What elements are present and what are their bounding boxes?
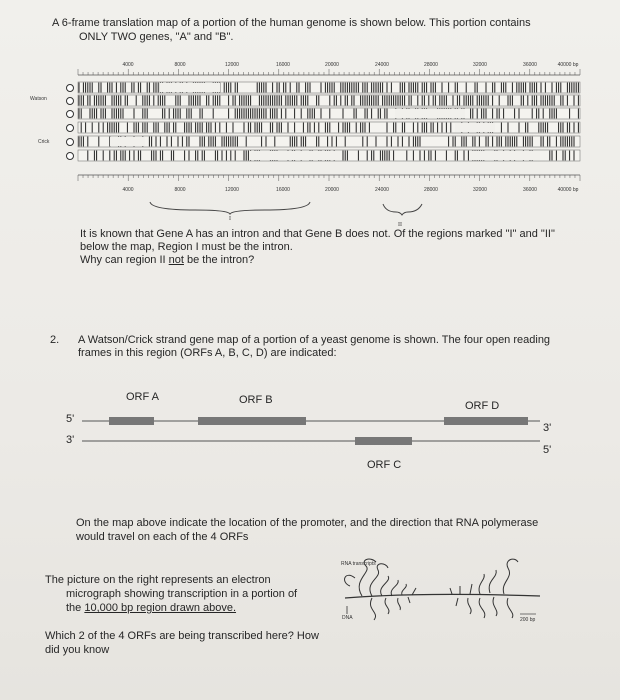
bottom-tick-label: 4000 bbox=[122, 187, 134, 193]
top-5prime-label: 5' bbox=[66, 413, 75, 425]
em-line2: micrograph showing transcription in a portion of bbox=[66, 588, 298, 600]
region-I-label: I bbox=[229, 216, 231, 222]
q1-intro-line1: A 6-frame translation map of a portion of the human genome is shown below. This portion contains bbox=[52, 17, 531, 29]
orf-c-label: ORF C bbox=[367, 459, 402, 471]
bottom-tick-label: 32000 bbox=[473, 187, 487, 193]
top-tick-label: 12000 bbox=[225, 62, 239, 68]
watson-label: Watson bbox=[30, 96, 47, 102]
q2-line1: A Watson/Crick strand gene map of a portion of a yeast genome is shown. The four open reading bbox=[78, 334, 551, 346]
q1-text-line1: It is known that Gene A has an intron and that Gene B does not. Of the regions marked "I" and "II" bbox=[80, 228, 555, 240]
rna-transcripts-label: RNA transcripts bbox=[341, 561, 376, 567]
em-line1: The picture on the right represents an electron bbox=[45, 574, 271, 586]
em-line3 bbox=[66, 602, 236, 615]
top-axis bbox=[78, 62, 580, 75]
q1-text-line3 bbox=[80, 254, 254, 267]
top-tick-label: 36000 bbox=[523, 62, 537, 68]
region-I-brace bbox=[150, 202, 310, 214]
rna-transcript bbox=[391, 580, 398, 596]
bottom-3prime-label: 3' bbox=[66, 434, 75, 446]
bottom-tick-label: 36000 bbox=[523, 187, 537, 193]
q1-text-line3-not: not bbox=[168, 254, 184, 266]
rna-transcript bbox=[503, 559, 518, 618]
bottom-tick-label: 8000 bbox=[174, 187, 186, 193]
open-frame bbox=[455, 123, 495, 132]
rna-transcript bbox=[408, 597, 410, 603]
open-frame bbox=[110, 137, 145, 146]
rna-transcript bbox=[398, 598, 401, 610]
orf-c-box bbox=[355, 437, 412, 445]
region-II-brace bbox=[383, 204, 422, 215]
rna-transcript bbox=[456, 597, 497, 618]
top-tick-label: 16000 bbox=[276, 62, 290, 68]
dna-strand bbox=[345, 594, 540, 598]
open-frame bbox=[250, 151, 340, 160]
rna-transcript bbox=[345, 575, 355, 586]
top-tick-label: 40000 bp bbox=[557, 62, 579, 68]
frame-rows bbox=[78, 82, 580, 161]
q1-text-line3-post: be the intron? bbox=[183, 254, 255, 266]
open-frame bbox=[470, 151, 540, 160]
frame-markers bbox=[67, 85, 74, 160]
scale-label: 200 bp bbox=[520, 617, 536, 623]
q1-text-line2: below the map, Region I must be the intron. bbox=[80, 241, 293, 253]
bottom-axis bbox=[78, 175, 580, 193]
rna-transcript bbox=[370, 598, 375, 620]
instruction-line2: would travel on each of the 4 ORFs bbox=[76, 531, 249, 543]
bottom-tick-label: 40000 bp bbox=[557, 187, 579, 193]
orf-a-label: ORF A bbox=[126, 391, 160, 403]
rna-transcript bbox=[385, 598, 389, 614]
orf-b-label: ORF B bbox=[239, 394, 273, 406]
bottom-tick-label: 24000 bbox=[375, 187, 389, 193]
rna-transcript bbox=[359, 559, 376, 596]
top-tick-label: 4000 bbox=[122, 62, 134, 68]
top-tick-label: 32000 bbox=[473, 62, 487, 68]
bottom-tick-label: 20000 bbox=[325, 187, 339, 193]
crick-label: Crick bbox=[38, 139, 50, 145]
orf-a-box bbox=[109, 417, 154, 425]
top-tick-label: 8000 bbox=[174, 62, 186, 68]
rna-transcript bbox=[381, 576, 389, 596]
six-frame-map bbox=[0, 0, 620, 260]
bottom-tick-label: 16000 bbox=[276, 187, 290, 193]
orf-d-label: ORF D bbox=[465, 400, 500, 412]
top-tick-label: 28000 bbox=[424, 62, 438, 68]
open-frame bbox=[395, 109, 465, 118]
question-line2: did you know bbox=[45, 644, 110, 656]
rna-transcript bbox=[412, 588, 416, 595]
bottom-tick-label: 12000 bbox=[225, 187, 239, 193]
orf-b-box bbox=[198, 417, 306, 425]
dna-label: DNA bbox=[342, 615, 353, 621]
top-3prime-label: 3' bbox=[543, 422, 552, 434]
bottom-5prime-label: 5' bbox=[543, 444, 552, 456]
bottom-tick-label: 28000 bbox=[424, 187, 438, 193]
q1-intro-line2: ONLY TWO genes, "A" and "B". bbox=[79, 31, 234, 43]
em-line3-underlined: 10,000 bp region drawn above. bbox=[84, 602, 237, 614]
top-tick-label: 20000 bbox=[325, 62, 339, 68]
q1-text-line3-pre: Why can region II bbox=[80, 254, 169, 266]
rna-transcript bbox=[402, 584, 407, 595]
q2-line2: frames in this region (ORFs A, B, C, D) are indicated: bbox=[78, 347, 337, 359]
em-line3-pre: the bbox=[66, 602, 85, 614]
orf-d-box bbox=[444, 417, 528, 425]
rna-transcript bbox=[370, 564, 388, 596]
open-frame bbox=[160, 83, 220, 92]
rna-transcript bbox=[450, 570, 496, 594]
top-tick-label: 24000 bbox=[375, 62, 389, 68]
question-line1: Which 2 of the 4 ORFs are being transcribed here? How bbox=[45, 630, 319, 642]
instruction-line1: On the map above indicate the location of the promoter, and the direction that RNA polymerase bbox=[76, 517, 539, 529]
q2-number: 2. bbox=[50, 334, 60, 346]
region-II-label: II bbox=[398, 222, 402, 228]
